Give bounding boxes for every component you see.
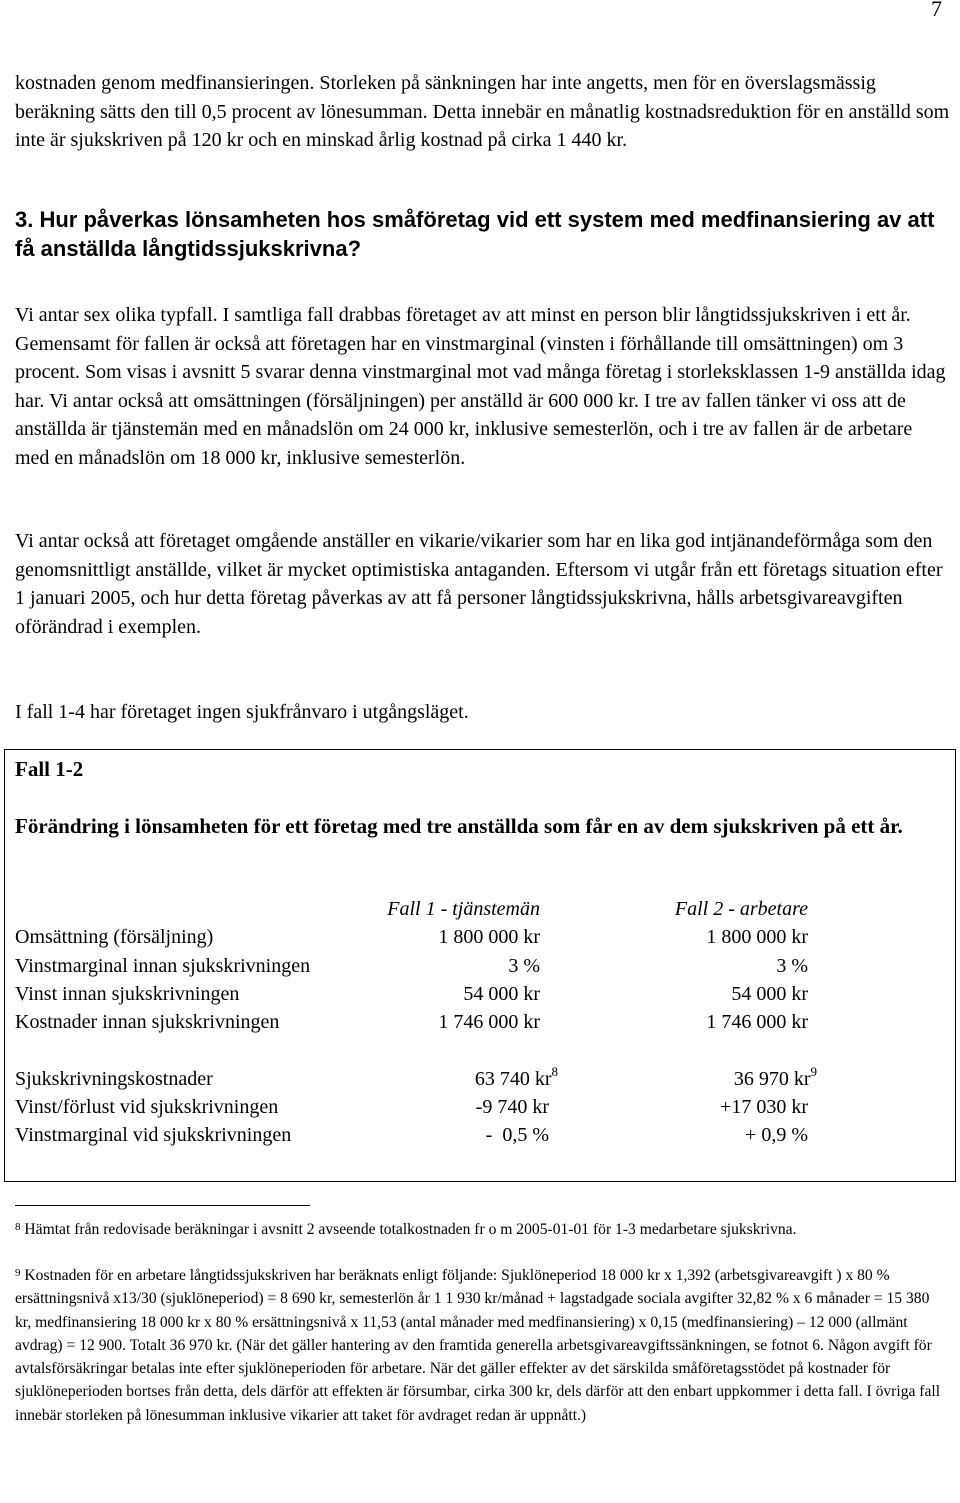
case-box-subtitle: Förändring i lönsamheten för ett företag med tre anställda som får en av dem sjukskriven på ett år. (15, 814, 903, 838)
paragraph-fall-1-4: I fall 1-4 har företaget ingen sjukfrånvaro i utgångsläget. (15, 701, 469, 723)
footnote-ref-9[interactable]: 9 (810, 1064, 817, 1079)
cell-fall2-vinstmarginal-innan: 3 % (776, 955, 808, 977)
cell-fall2-vinstmarginal-vid: + 0,9 % (745, 1124, 808, 1146)
column-header-fall-2: Fall 2 - arbetare (674, 898, 808, 920)
row-label-vinstmarginal-vid: Vinstmarginal vid sjukskrivningen (15, 1124, 292, 1146)
cell-fall1-vinstmarginal-vid: - 0,5 % (485, 1124, 549, 1146)
cell-fall2-sjukskrivningskostnader-value: 36 970 kr (733, 1068, 811, 1090)
row-label-vinst-innan: Vinst innan sjukskrivningen (15, 983, 240, 1005)
column-header-fall-1: Fall 1 - tjänstemän (387, 898, 540, 920)
page-number: 7 (931, 0, 942, 21)
cell-fall1-vinstmarginal-innan: 3 % (508, 955, 540, 977)
footnote-9 (15, 1264, 947, 1427)
cell-fall2-vinst-innan: 54 000 kr (731, 983, 808, 1005)
cell-fall1-sjukskrivningskostnader-value: 63 740 kr (474, 1068, 552, 1090)
footnote-9-text: Kostnaden för en arbetare långtidssjukskriven har beräknats enligt följande: Sjuklöneperiod 18 000 kr x 1,392 (arbetsgivareavgift ) x 80 % ersättningsnivå x13/30 (sjuklöneperiod) = 8 690 kr, semesterlön år 1 1 930 kr/månad + lagstadgade sociala avgifter 32,82 % x 6 månader = 15 380 kr, medfinansiering 18 000 kr x 80 % ersättningsnivå x 11,53 (antal månader med medfinansiering) x 0,15 (medfinansiering) – 12 000 (allmänt avdrag) = 12 900. Totalt 36 970 kr. (När det gäller hantering av den framtida generella arbetsgivareavgiftssänkningen, se fotnot 6. Någon avgift för avtalsförsäkringar betalas inte efter sjuklöneperioden för arbetare. När det gäller effekter av det särskilda småföretagsstödet på kostnader för sjuklöneperioden bortses från detta, dels därför att effekten är försumbar, cirka 300 kr, dels därför att den enbart uppkommer i detta fall. I övriga fall innebär storleken på lönesumman inklusive vikarier att taket för avdraget redan är uppnått.) (15, 1267, 941, 1424)
row-label-sjukskrivningskostnader: Sjukskrivningskostnader (15, 1068, 213, 1090)
cell-fall1-omsattning: 1 800 000 kr (438, 926, 540, 948)
row-label-omsattning: Omsättning (försäljning) (15, 926, 214, 948)
footnote-8-text: Hämtat från redovisade beräkningar i avsnitt 2 avseende totalkostnaden fr o m 2005-01-01 för 1-3 medarbetare sjukskrivna. (24, 1221, 797, 1238)
cell-fall2-omsattning: 1 800 000 kr (706, 926, 808, 948)
footnote-9-mark: 9 (15, 1267, 21, 1279)
row-label-kostnader-innan: Kostnader innan sjukskrivningen (15, 1011, 280, 1033)
cell-fall2-sjukskrivningskostnader (733, 1064, 817, 1091)
paragraph-assumptions: Vi antar sex olika typfall. I samtliga fall drabbas företaget av att minst en person blir långtidssjukskriven i ett år. Gemensamt för fallen är också att företagen har en vinstmarginal (vinsten i förhållande till omsättningen) om 3 procent. Som visas i avsnitt 5 svarar denna vinstmarginal mot vad många företag i storleksklassen 1-9 anställda idag har. Vi antar också att omsättningen (försäljningen) per anställd är 600 000 kr. I tre av fallen tänker vi oss att de anställda är tjänstemän med en månadslön om 24 000 kr, inklusive semesterlön, och i tre av fallen är de arbetare med en månadslön om 18 000 kr, inklusive semesterlön. (15, 304, 946, 469)
case-box-title: Fall 1-2 (15, 757, 84, 781)
paragraph-vikarie: Vi antar också att företaget omgående anställer en vikarie/vikarier som har en lika god intjänandeförmåga som den genomsnittligt anställde, vilket är mycket optimistiska antaganden. Eftersom vi utgår från ett företags situation efter 1 januari 2005, och hur detta företag påverkas av att få personer långtidssjukskrivna, hålls arbetsgivareavgiften oförändrad i exemplen. (15, 530, 943, 638)
footnote-ref-8[interactable]: 8 (551, 1064, 558, 1079)
footnote-divider (15, 1205, 310, 1206)
cell-fall1-vinst-forlust: -9 740 kr (475, 1096, 549, 1118)
section-heading: 3. Hur påverkas lönsamheten hos småföretag vid ett system med medfinansiering av att få anställda långtidssjukskrivna? (15, 207, 935, 261)
cell-fall1-sjukskrivningskostnader (474, 1064, 558, 1091)
cell-fall1-vinst-innan: 54 000 kr (463, 983, 540, 1005)
paragraph-intro: kostnaden genom medfinansieringen. Storleken på sänkningen har inte angetts, men för en överslagsmässig beräkning sätts den till 0,5 procent av lönesumman. Detta innebär en månatlig kostnadsreduktion för en anställd som inte är sjukskriven på 120 kr och en minskad årlig kostnad på cirka 1 440 kr. (15, 72, 950, 152)
cell-fall1-kostnader-innan: 1 746 000 kr (438, 1011, 540, 1033)
row-label-vinst-forlust: Vinst/förlust vid sjukskrivningen (15, 1096, 279, 1118)
cell-fall2-kostnader-innan: 1 746 000 kr (706, 1011, 808, 1033)
footnote-8 (15, 1218, 947, 1241)
footnote-8-mark: 8 (15, 1221, 21, 1233)
cell-fall2-vinst-forlust: +17 030 kr (720, 1096, 808, 1118)
row-label-vinstmarginal-innan: Vinstmarginal innan sjukskrivningen (15, 955, 311, 977)
